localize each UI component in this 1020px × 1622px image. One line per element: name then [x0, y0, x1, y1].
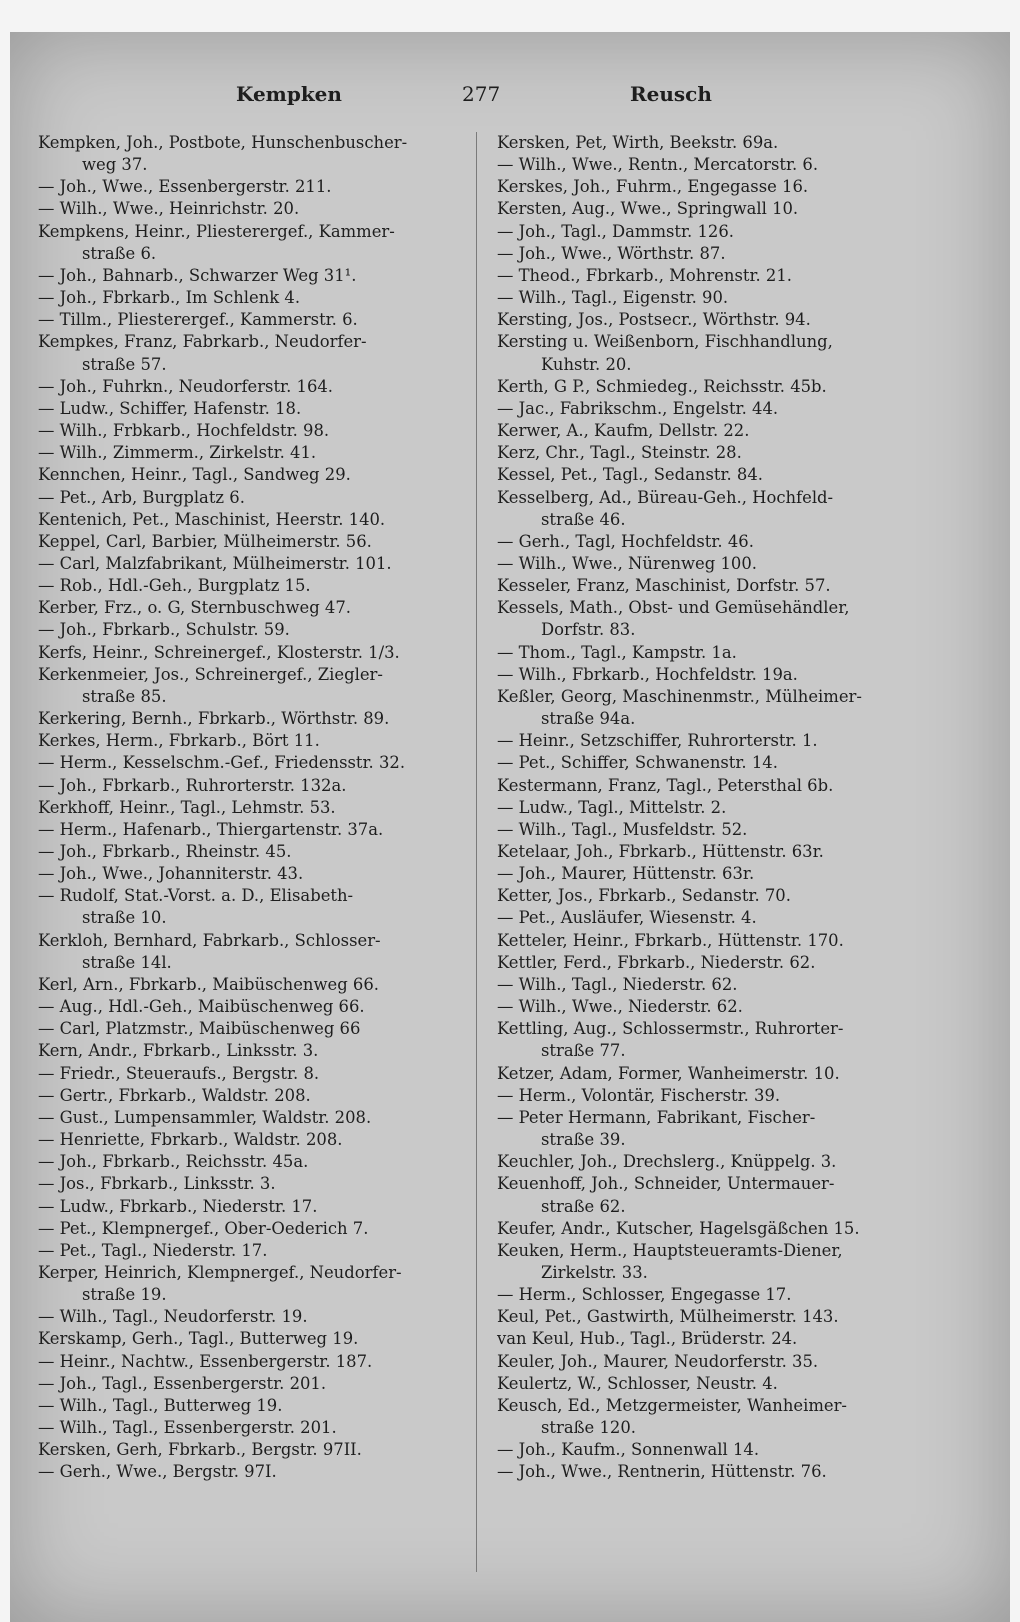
directory-entry: — Gertr., Fbrkarb., Waldstr. 208. — [38, 1085, 311, 1105]
directory-entry: Keßler, Georg, Maschinenmstr., Mülheimer- — [497, 686, 862, 706]
directory-entry: — Wilh., Wwe., Niederstr. 62. — [497, 997, 743, 1017]
directory-entry: Kestermann, Franz, Tagl., Petersthal 6b. — [497, 775, 834, 795]
directory-entry: Keufer, Andr., Kutscher, Hagelsgäßchen 15. — [497, 1218, 860, 1238]
directory-entry: Keppel, Carl, Barbier, Mülheimerstr. 56. — [38, 531, 372, 551]
directory-entry: Kerkloh, Bernhard, Fabrkarb., Schlosser- — [38, 930, 381, 950]
directory-entry: Kettler, Ferd., Fbrkarb., Niederstr. 62. — [497, 952, 816, 972]
directory-entry: — Wilh., Frbkarb., Hochfeldstr. 98. — [38, 421, 330, 441]
directory-entry: — Heinr., Nachtw., Essenbergerstr. 187. — [38, 1351, 373, 1371]
directory-entry-continuation: Dorfstr. 83. — [541, 620, 636, 640]
directory-entry: van Keul, Hub., Tagl., Brüderstr. 24. — [497, 1329, 798, 1349]
directory-entry: — Herm., Volontär, Fischerstr. 39. — [497, 1085, 781, 1105]
directory-entry: Kerth, G P., Schmiedeg., Reichsstr. 45b. — [497, 376, 827, 396]
directory-entry: — Joh., Fbrkarb., Reichsstr. 45a. — [38, 1152, 309, 1172]
directory-entry: Keul, Pet., Gastwirth, Mülheimerstr. 143. — [497, 1307, 839, 1327]
directory-entry: — Joh., Wwe., Rentnerin, Hüttenstr. 76. — [497, 1462, 827, 1482]
directory-entry: — Ludw., Fbrkarb., Niederstr. 17. — [38, 1196, 318, 1216]
directory-entry: Kessel, Pet., Tagl., Sedanstr. 84. — [497, 465, 763, 485]
directory-entry: — Joh., Maurer, Hüttenstr. 63r. — [497, 864, 755, 884]
directory-entry: — Joh., Fbrkarb., Rheinstr. 45. — [38, 842, 292, 861]
directory-entry: Kessels, Math., Obst- und Gemüsehändler, — [497, 598, 850, 618]
directory-entry: — Joh., Fbrkarb., Schulstr. 59. — [38, 620, 290, 640]
directory-entry: — Wilh., Wwe., Nürenweg 100. — [497, 553, 757, 573]
directory-entry-continuation: Kuhstr. 20. — [541, 354, 632, 374]
directory-entry: — Heinr., Setzschiffer, Ruhrorterstr. 1. — [497, 731, 818, 751]
directory-entry-continuation: weg 37. — [82, 155, 148, 175]
directory-entry: — Herm., Schlosser, Engegasse 17. — [497, 1285, 792, 1305]
directory-entry: — Rob., Hdl.-Geh., Burgplatz 15. — [38, 576, 311, 596]
directory-entry: — Wilh., Tagl., Butterweg 19. — [38, 1395, 283, 1415]
directory-entry: Kern, Andr., Fbrkarb., Linksstr. 3. — [38, 1041, 319, 1061]
directory-entry: Ketteler, Heinr., Fbrkarb., Hüttenstr. 170. — [497, 930, 844, 950]
directory-entry-continuation: straße 19. — [82, 1285, 167, 1305]
directory-entry: — Pet., Klempnergef., Ober-Oederich 7. — [38, 1218, 369, 1238]
directory-entry: Kesselberg, Ad., Büreau-Geh., Hochfeld- — [497, 487, 834, 507]
directory-entry: Kersken, Gerh, Fbrkarb., Bergstr. 97II. — [38, 1440, 362, 1460]
header-left-keyword: Kempken — [236, 82, 342, 106]
directory-entry: Keuchler, Joh., Drechslerg., Knüppelg. 3. — [497, 1152, 837, 1172]
directory-entry: — Herm., Hafenarb., Thiergartenstr. 37a. — [38, 819, 384, 839]
directory-entry: Kerskamp, Gerh., Tagl., Butterweg 19. — [38, 1329, 359, 1349]
directory-entry-continuation: straße 6. — [82, 243, 157, 263]
directory-entry-continuation: straße 57. — [82, 354, 167, 374]
directory-entry: — Friedr., Steueraufs., Bergstr. 8. — [38, 1063, 320, 1083]
directory-entry: Kersting, Jos., Postsecr., Wörthstr. 94. — [497, 310, 811, 330]
column-divider — [476, 132, 477, 1572]
directory-entry: — Peter Hermann, Fabrikant, Fischer- — [497, 1107, 816, 1127]
directory-entry: — Rudolf, Stat.-Vorst. a. D., Elisabeth- — [38, 886, 354, 906]
directory-entry: Kesseler, Franz, Maschinist, Dorfstr. 57. — [497, 576, 831, 596]
directory-entry: — Joh., Wwe., Wörthstr. 87. — [497, 243, 726, 263]
directory-entry: Kerber, Frz., o. G, Sternbuschweg 47. — [38, 598, 351, 618]
directory-page — [10, 32, 1010, 1622]
directory-entry: — Gerh., Wwe., Bergstr. 97I. — [38, 1462, 277, 1482]
directory-entry: Keuler, Joh., Maurer, Neudorferstr. 35. — [497, 1351, 819, 1371]
directory-entry-continuation: straße 94a. — [541, 709, 636, 729]
directory-entry: — Thom., Tagl., Kampstr. 1a. — [497, 642, 737, 662]
directory-entry: — Carl, Malzfabrikant, Mülheimerstr. 101. — [38, 553, 392, 573]
directory-entry: Kempkens, Heinr., Pliesterergef., Kammer- — [38, 221, 395, 241]
directory-entry: Kerl, Arn., Fbrkarb., Maibüschenweg 66. — [38, 974, 379, 994]
directory-entry: Kentenich, Pet., Maschinist, Heerstr. 140. — [38, 509, 386, 529]
directory-entry: Kerskes, Joh., Fuhrm., Engegasse 16. — [497, 177, 809, 197]
directory-entry: Ketzer, Adam, Former, Wanheimerstr. 10. — [497, 1063, 840, 1083]
directory-entry: Keulertz, W., Schlosser, Neustr. 4. — [497, 1373, 778, 1393]
directory-entry: — Tillm., Pliesterergef., Kammerstr. 6. — [38, 310, 358, 330]
directory-entry: — Wilh., Tagl., Neudorferstr. 19. — [38, 1307, 308, 1327]
directory-entry: Keusch, Ed., Metzgermeister, Wanheimer- — [497, 1395, 847, 1415]
directory-entry: — Gust., Lumpensammler, Waldstr. 208. — [38, 1107, 372, 1127]
directory-entry: — Joh., Fbrkarb., Im Schlenk 4. — [38, 288, 301, 308]
directory-entry: — Wilh., Fbrkarb., Hochfeldstr. 19a. — [497, 664, 798, 684]
directory-entry: — Ludw., Schiffer, Hafenstr. 18. — [38, 398, 302, 418]
directory-entry-continuation: straße 62. — [541, 1196, 626, 1216]
directory-entry: — Pet., Arb, Burgplatz 6. — [38, 487, 245, 507]
page-header — [10, 82, 1010, 118]
directory-entry: Kersting u. Weißenborn, Fischhandlung, — [497, 332, 833, 352]
directory-entry: — Wilh., Tagl., Musfeldstr. 52. — [497, 819, 748, 839]
directory-entry: Kerkering, Bernh., Fbrkarb., Wörthstr. 89. — [38, 709, 390, 729]
directory-entry: Kersten, Aug., Wwe., Springwall 10. — [497, 199, 799, 219]
directory-entry: — Henriette, Fbrkarb., Waldstr. 208. — [38, 1130, 343, 1150]
directory-entry-continuation: straße 77. — [541, 1041, 626, 1061]
directory-entry: — Ludw., Tagl., Mittelstr. 2. — [497, 797, 727, 817]
left-column — [38, 132, 478, 1484]
directory-entry: Kerwer, A., Kaufm, Dellstr. 22. — [497, 421, 750, 441]
directory-entry-continuation: straße 14l. — [82, 952, 172, 972]
directory-entry: — Joh., Wwe., Essenbergerstr. 211. — [38, 177, 332, 197]
directory-entry: — Joh., Tagl., Essenbergerstr. 201. — [38, 1373, 327, 1393]
directory-entry: — Joh., Bahnarb., Schwarzer Weg 31¹. — [38, 265, 357, 285]
right-column — [497, 132, 937, 1484]
directory-entry: Kerfs, Heinr., Schreinergef., Klosterstr. 1/3. — [38, 642, 400, 662]
directory-entry: Kerkhoff, Heinr., Tagl., Lehmstr. 53. — [38, 797, 336, 817]
directory-entry-continuation: straße 120. — [541, 1418, 636, 1438]
directory-entry: — Aug., Hdl.-Geh., Maibüschenweg 66. — [38, 997, 365, 1017]
directory-entry: — Wilh., Wwe., Rentn., Mercatorstr. 6. — [497, 155, 819, 175]
directory-entry: Keuken, Herm., Hauptsteueramts-Diener, — [497, 1240, 843, 1260]
directory-entry: — Pet., Tagl., Niederstr. 17. — [38, 1240, 268, 1260]
directory-entry: Ketelaar, Joh., Fbrkarb., Hüttenstr. 63r. — [497, 842, 824, 861]
directory-entry: — Wilh., Wwe., Heinrichstr. 20. — [38, 199, 300, 219]
directory-entry: — Wilh., Tagl., Eigenstr. 90. — [497, 288, 729, 308]
directory-entry: Kempkes, Franz, Fabrkarb., Neudorfer- — [38, 332, 367, 352]
directory-entry: Kerkes, Herm., Fbrkarb., Bört 11. — [38, 731, 320, 751]
page-number: 277 — [462, 82, 501, 106]
directory-entry-continuation: straße 46. — [541, 509, 626, 529]
directory-entry: — Joh., Fuhrkn., Neudorferstr. 164. — [38, 376, 334, 396]
directory-entry: — Theod., Fbrkarb., Mohrenstr. 21. — [497, 265, 792, 285]
header-right-keyword: Reusch — [630, 82, 712, 106]
directory-entry: — Carl, Platzmstr., Maibüschenweg 66 — [38, 1019, 361, 1039]
directory-entry-continuation: straße 85. — [82, 686, 167, 706]
directory-entry: — Joh., Kaufm., Sonnenwall 14. — [497, 1440, 760, 1460]
directory-entry: — Jac., Fabrikschm., Engelstr. 44. — [497, 398, 779, 418]
directory-entry: — Joh., Fbrkarb., Ruhrorterstr. 132a. — [38, 775, 347, 795]
directory-entry: — Gerh., Tagl, Hochfeldstr. 46. — [497, 531, 754, 551]
directory-entry: Kersken, Pet, Wirth, Beekstr. 69a. — [497, 133, 779, 152]
directory-entry: Keuenhoff, Joh., Schneider, Untermauer- — [497, 1174, 835, 1194]
directory-entry: — Joh., Wwe., Johanniterstr. 43. — [38, 864, 304, 884]
directory-entry: — Wilh., Zimmerm., Zirkelstr. 41. — [38, 443, 317, 463]
directory-entry: Kettling, Aug., Schlossermstr., Ruhrorter- — [497, 1019, 844, 1039]
directory-entry: Kerz, Chr., Tagl., Steinstr. 28. — [497, 443, 742, 463]
directory-entry-continuation: straße 10. — [82, 908, 167, 928]
directory-entry-continuation: straße 39. — [541, 1130, 626, 1150]
directory-entry: — Pet., Ausläufer, Wiesenstr. 4. — [497, 908, 757, 928]
directory-entry: Ketter, Jos., Fbrkarb., Sedanstr. 70. — [497, 886, 791, 906]
directory-entry: — Herm., Kesselschm.-Gef., Friedensstr. 32. — [38, 753, 406, 773]
directory-entry: — Wilh., Tagl., Niederstr. 62. — [497, 974, 738, 994]
directory-entry: Kerper, Heinrich, Klempnergef., Neudorfer- — [38, 1262, 402, 1282]
directory-entry: — Joh., Tagl., Dammstr. 126. — [497, 221, 734, 241]
directory-entry: Kennchen, Heinr., Tagl., Sandweg 29. — [38, 465, 351, 485]
directory-entry: Kempken, Joh., Postbote, Hunschenbuscher- — [38, 133, 408, 152]
directory-entry: Kerkenmeier, Jos., Schreinergef., Ziegler- — [38, 664, 383, 684]
directory-entry: — Jos., Fbrkarb., Linksstr. 3. — [38, 1174, 276, 1194]
directory-entry: — Pet., Schiffer, Schwanenstr. 14. — [497, 753, 778, 773]
directory-entry-continuation: Zirkelstr. 33. — [541, 1262, 648, 1282]
directory-entry: — Wilh., Tagl., Essenbergerstr. 201. — [38, 1418, 337, 1438]
